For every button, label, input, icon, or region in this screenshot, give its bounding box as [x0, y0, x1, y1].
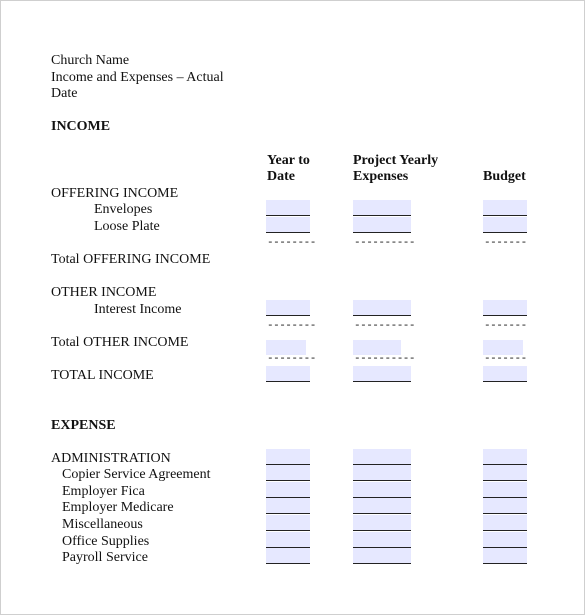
expense-item-label: Employer Medicare [62, 500, 174, 515]
envelopes-ytd-field[interactable] [266, 200, 310, 216]
dash-separator: ---------- [354, 320, 416, 332]
office-supplies-project-field[interactable] [353, 532, 411, 548]
dash-separator: -------- [267, 237, 316, 249]
dash-separator: ------- [484, 237, 527, 249]
administration-ytd-field[interactable] [266, 449, 310, 465]
interest-income-project-field[interactable] [353, 300, 411, 316]
total-income-budget-field[interactable] [483, 366, 527, 382]
expense-item-label: Employer Fica [62, 484, 145, 499]
document-title: Income and Expenses – Actual [51, 70, 224, 85]
administration-project-field[interactable] [353, 449, 411, 465]
envelopes-project-field[interactable] [353, 200, 411, 216]
administration-label: ADMINISTRATION [51, 451, 171, 466]
expense-item-label: Copier Service Agreement [62, 467, 211, 482]
total-other-income-label: Total OTHER INCOME [51, 335, 189, 350]
total-income-label: TOTAL INCOME [51, 368, 154, 383]
total-income-ytd-field[interactable] [266, 366, 310, 382]
interest-income-label: Interest Income [94, 302, 182, 317]
interest-income-budget-field[interactable] [483, 300, 527, 316]
dash-separator: -------- [267, 320, 316, 332]
misc-budget-field[interactable] [483, 515, 527, 531]
total-offering-income-label: Total OFFERING INCOME [51, 252, 211, 267]
column-header-project-line2: Expenses [353, 169, 409, 184]
expense-item-label: Payroll Service [62, 550, 148, 565]
interest-income-ytd-field[interactable] [266, 300, 310, 316]
envelopes-label: Envelopes [94, 202, 153, 217]
fica-ytd-field[interactable] [266, 482, 310, 498]
other-income-label: OTHER INCOME [51, 285, 157, 300]
loose-plate-budget-field[interactable] [483, 217, 527, 233]
medicare-budget-field[interactable] [483, 498, 527, 514]
expense-heading: EXPENSE [51, 418, 116, 433]
copier-budget-field[interactable] [483, 465, 527, 481]
dash-separator: ---------- [354, 237, 416, 249]
dash-separator: ------- [484, 353, 527, 365]
fica-budget-field[interactable] [483, 482, 527, 498]
dash-separator: ------- [484, 320, 527, 332]
document-date: Date [51, 86, 78, 101]
column-header-ytd [267, 153, 310, 185]
column-header-project [353, 153, 438, 185]
administration-budget-field[interactable] [483, 449, 527, 465]
offering-income-label: OFFERING INCOME [51, 186, 179, 201]
column-header-ytd-line2: Date [267, 169, 295, 184]
dash-separator: -------- [267, 353, 316, 365]
church-name: Church Name [51, 53, 130, 68]
loose-plate-ytd-field[interactable] [266, 217, 310, 233]
dash-separator: ---------- [354, 353, 416, 365]
payroll-project-field[interactable] [353, 548, 411, 564]
misc-project-field[interactable] [353, 515, 411, 531]
copier-project-field[interactable] [353, 465, 411, 481]
column-header-ytd-line1: Year to [267, 153, 310, 168]
payroll-budget-field[interactable] [483, 548, 527, 564]
office-supplies-ytd-field[interactable] [266, 532, 310, 548]
loose-plate-project-field[interactable] [353, 217, 411, 233]
income-heading: INCOME [51, 119, 111, 134]
column-header-project-line1: Project Yearly [353, 153, 439, 168]
copier-ytd-field[interactable] [266, 465, 310, 481]
expense-item-label: Office Supplies [62, 534, 150, 549]
column-header-budget: Budget [483, 169, 526, 184]
expense-item-label: Miscellaneous [62, 517, 143, 532]
envelopes-budget-field[interactable] [483, 200, 527, 216]
fica-project-field[interactable] [353, 482, 411, 498]
misc-ytd-field[interactable] [266, 515, 310, 531]
total-income-project-field[interactable] [353, 366, 411, 382]
payroll-ytd-field[interactable] [266, 548, 310, 564]
office-supplies-budget-field[interactable] [483, 532, 527, 548]
medicare-ytd-field[interactable] [266, 498, 310, 514]
medicare-project-field[interactable] [353, 498, 411, 514]
loose-plate-label: Loose Plate [94, 219, 160, 234]
